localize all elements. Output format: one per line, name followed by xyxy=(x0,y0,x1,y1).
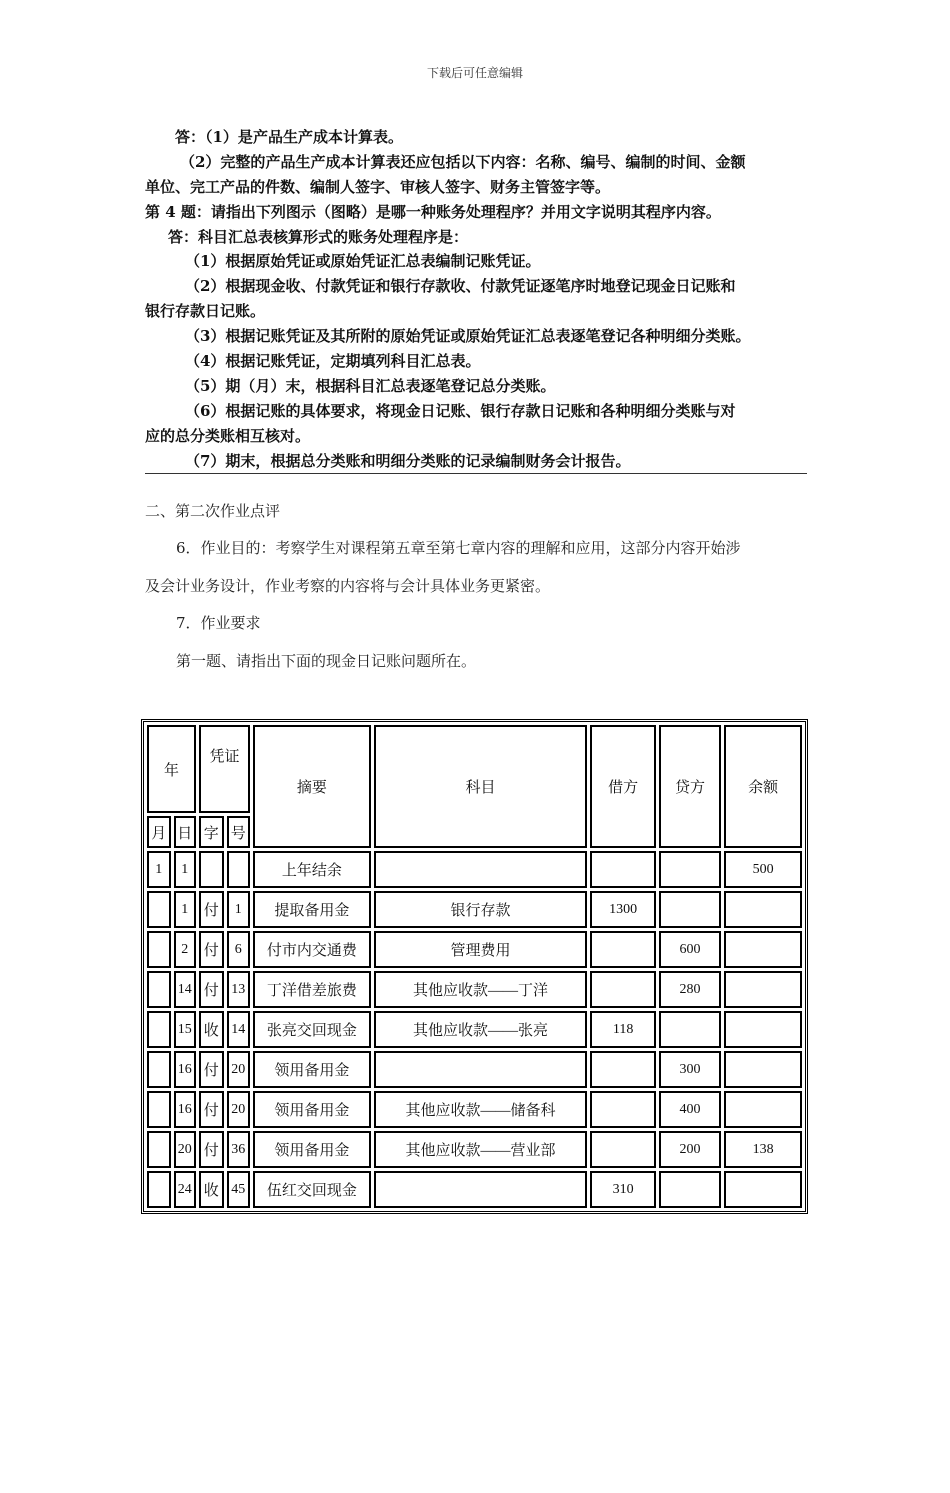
header-number: 号 xyxy=(227,816,251,848)
cell-summary: 张亮交回现金 xyxy=(253,1011,371,1048)
header-debit: 借方 xyxy=(590,725,655,848)
cell-debit xyxy=(590,971,655,1008)
header-balance: 余额 xyxy=(724,725,802,848)
cell-month xyxy=(147,1091,171,1128)
answer3-line3: 单位、完工产品的件数、编制人签字、审核人签字、财务主管签字等。 xyxy=(145,178,611,196)
cell-month xyxy=(147,1131,171,1168)
cell-balance xyxy=(724,1171,802,1208)
cell-summary: 领用备用金 xyxy=(253,1091,371,1128)
cell-debit xyxy=(590,931,655,968)
cell-char: 付 xyxy=(199,1091,224,1128)
header-day: 日 xyxy=(174,816,196,848)
section2-p6a: 6．作业目的：考察学生对课程第五章至第七章内容的理解和应用，这部分内容开始涉 xyxy=(176,539,741,557)
cell-account: 其他应收款——张亮 xyxy=(374,1011,588,1048)
cell-month xyxy=(147,1171,171,1208)
cell-credit: 300 xyxy=(659,1051,721,1088)
cell-char xyxy=(199,851,224,888)
cell-debit xyxy=(590,1131,655,1168)
header-voucher: 凭证 xyxy=(199,725,250,813)
cell-balance xyxy=(724,971,802,1008)
cell-debit: 1300 xyxy=(590,891,655,928)
cell-no: 13 xyxy=(227,971,251,1008)
q4-answer: 答：科目汇总表核算形式的账务处理程序是： xyxy=(168,228,469,246)
q4-step: （6）根据记账的具体要求，将现金日记账、银行存款日记账和各种明细分类账与对 xyxy=(185,402,736,420)
cell-account xyxy=(374,1171,588,1208)
cell-balance xyxy=(724,891,802,928)
header-account: 科目 xyxy=(374,725,588,848)
q4-step: （1）根据原始凭证或原始凭证汇总表编制记账凭证。 xyxy=(185,252,541,270)
cell-char: 付 xyxy=(199,891,224,928)
cell-char: 付 xyxy=(199,1131,224,1168)
table-row xyxy=(147,1171,802,1208)
cell-debit: 118 xyxy=(590,1011,655,1048)
cell-char: 收 xyxy=(199,1171,224,1208)
cell-account: 其他应收款——储备科 xyxy=(374,1091,588,1128)
section2-title: 二、第二次作业点评 xyxy=(145,502,281,520)
cell-day: 20 xyxy=(174,1131,196,1168)
cell-no: 1 xyxy=(227,891,251,928)
cell-summary: 伍红交回现金 xyxy=(253,1171,371,1208)
cell-no: 6 xyxy=(227,931,251,968)
answer3-line2: （2）完整的产品生产成本计算表还应包括以下内容：名称、编号、编制的时间、金额 xyxy=(180,153,746,171)
cell-summary: 付市内交通费 xyxy=(253,931,371,968)
cell-credit: 280 xyxy=(659,971,721,1008)
cell-char: 付 xyxy=(199,931,224,968)
q4-step: 银行存款日记账。 xyxy=(145,302,266,320)
header-char: 字 xyxy=(199,816,224,848)
cell-month xyxy=(147,1011,171,1048)
q4-step: （7）期末，根据总分类账和明细分类账的记录编制财务会计报告。 xyxy=(185,452,631,470)
cell-balance: 138 xyxy=(724,1131,802,1168)
cell-summary: 领用备用金 xyxy=(253,1051,371,1088)
table-row xyxy=(147,1051,802,1088)
cell-debit: 310 xyxy=(590,1171,655,1208)
page-header: 下载后可任意编辑 xyxy=(426,66,523,80)
cell-account xyxy=(374,851,588,888)
cell-day: 14 xyxy=(174,971,196,1008)
table-row xyxy=(147,1011,802,1048)
cell-summary: 丁洋借差旅费 xyxy=(253,971,371,1008)
section2-p7: 7．作业要求 xyxy=(176,614,261,632)
cell-account: 其他应收款——丁洋 xyxy=(374,971,588,1008)
section2-q1: 第一题、请指出下面的现金日记账问题所在。 xyxy=(176,652,477,670)
cell-no: 20 xyxy=(227,1051,251,1088)
cell-no: 14 xyxy=(227,1011,251,1048)
cell-account: 其他应收款——营业部 xyxy=(374,1131,588,1168)
cell-no: 45 xyxy=(227,1171,251,1208)
table-row xyxy=(147,891,802,928)
cell-debit xyxy=(590,1091,655,1128)
cell-month: 1 xyxy=(147,851,171,888)
cell-day: 15 xyxy=(174,1011,196,1048)
cell-day: 16 xyxy=(174,1051,196,1088)
table-row xyxy=(147,971,802,1008)
section2-p6b: 及会计业务设计，作业考察的内容将与会计具体业务更紧密。 xyxy=(145,577,551,595)
cell-credit xyxy=(659,851,721,888)
cell-month xyxy=(147,971,171,1008)
table-row xyxy=(147,1091,802,1128)
header-year: 年 xyxy=(147,725,196,813)
cell-credit: 200 xyxy=(659,1131,721,1168)
cell-day: 1 xyxy=(174,891,196,928)
q4-question: 第 4 题：请指出下列图示（图略）是哪一种账务处理程序？并用文字说明其程序内容。 xyxy=(145,203,721,221)
cell-month xyxy=(147,1051,171,1088)
cell-balance xyxy=(724,931,802,968)
q4-step: （4）根据记账凭证，定期填列科目汇总表。 xyxy=(185,352,481,370)
cell-balance: 500 xyxy=(724,851,802,888)
cell-credit xyxy=(659,1011,721,1048)
cell-no xyxy=(227,851,251,888)
cash-journal-table xyxy=(141,719,808,1214)
cell-debit xyxy=(590,1051,655,1088)
cell-balance xyxy=(724,1011,802,1048)
cell-credit: 600 xyxy=(659,931,721,968)
table-row xyxy=(147,1131,802,1168)
cell-account xyxy=(374,1051,588,1088)
cash-journal xyxy=(141,719,808,1493)
cell-char: 收 xyxy=(199,1011,224,1048)
cell-summary: 领用备用金 xyxy=(253,1131,371,1168)
cell-day: 1 xyxy=(174,851,196,888)
cell-balance xyxy=(724,1051,802,1088)
q4-step: （5）期（月）末，根据科目汇总表逐笔登记总分类账。 xyxy=(185,377,556,395)
q4-step: （2）根据现金收、付款凭证和银行存款收、付款凭证逐笔序时地登记现金日记账和 xyxy=(185,277,736,295)
cell-day: 2 xyxy=(174,931,196,968)
cell-char: 付 xyxy=(199,971,224,1008)
cell-month xyxy=(147,891,171,928)
cell-summary: 提取备用金 xyxy=(253,891,371,928)
cell-day: 16 xyxy=(174,1091,196,1128)
header-credit: 贷方 xyxy=(659,725,721,848)
header-summary: 摘要 xyxy=(253,725,371,848)
cell-balance xyxy=(724,1091,802,1128)
ledger-rows xyxy=(147,851,802,1208)
table-row xyxy=(147,851,802,888)
q4-step: （3）根据记账凭证及其所附的原始凭证或原始凭证汇总表逐笔登记各种明细分类账。 xyxy=(185,327,751,345)
cell-month xyxy=(147,931,171,968)
cell-credit xyxy=(659,1171,721,1208)
answer3-line1: 答：（1）是产品生产成本计算表。 xyxy=(175,128,403,146)
cell-debit xyxy=(590,851,655,888)
cell-no: 20 xyxy=(227,1091,251,1128)
cell-credit xyxy=(659,891,721,928)
table-row xyxy=(147,931,802,968)
cell-account: 管理费用 xyxy=(374,931,588,968)
section-divider xyxy=(145,473,807,474)
cell-account: 银行存款 xyxy=(374,891,588,928)
cell-credit: 400 xyxy=(659,1091,721,1128)
cell-char: 付 xyxy=(199,1051,224,1088)
cell-summary: 上年结余 xyxy=(253,851,371,888)
q4-step: 应的总分类账相互核对。 xyxy=(145,427,311,445)
cell-day: 24 xyxy=(174,1171,196,1208)
cell-no: 36 xyxy=(227,1131,251,1168)
header-month: 月 xyxy=(147,816,171,848)
